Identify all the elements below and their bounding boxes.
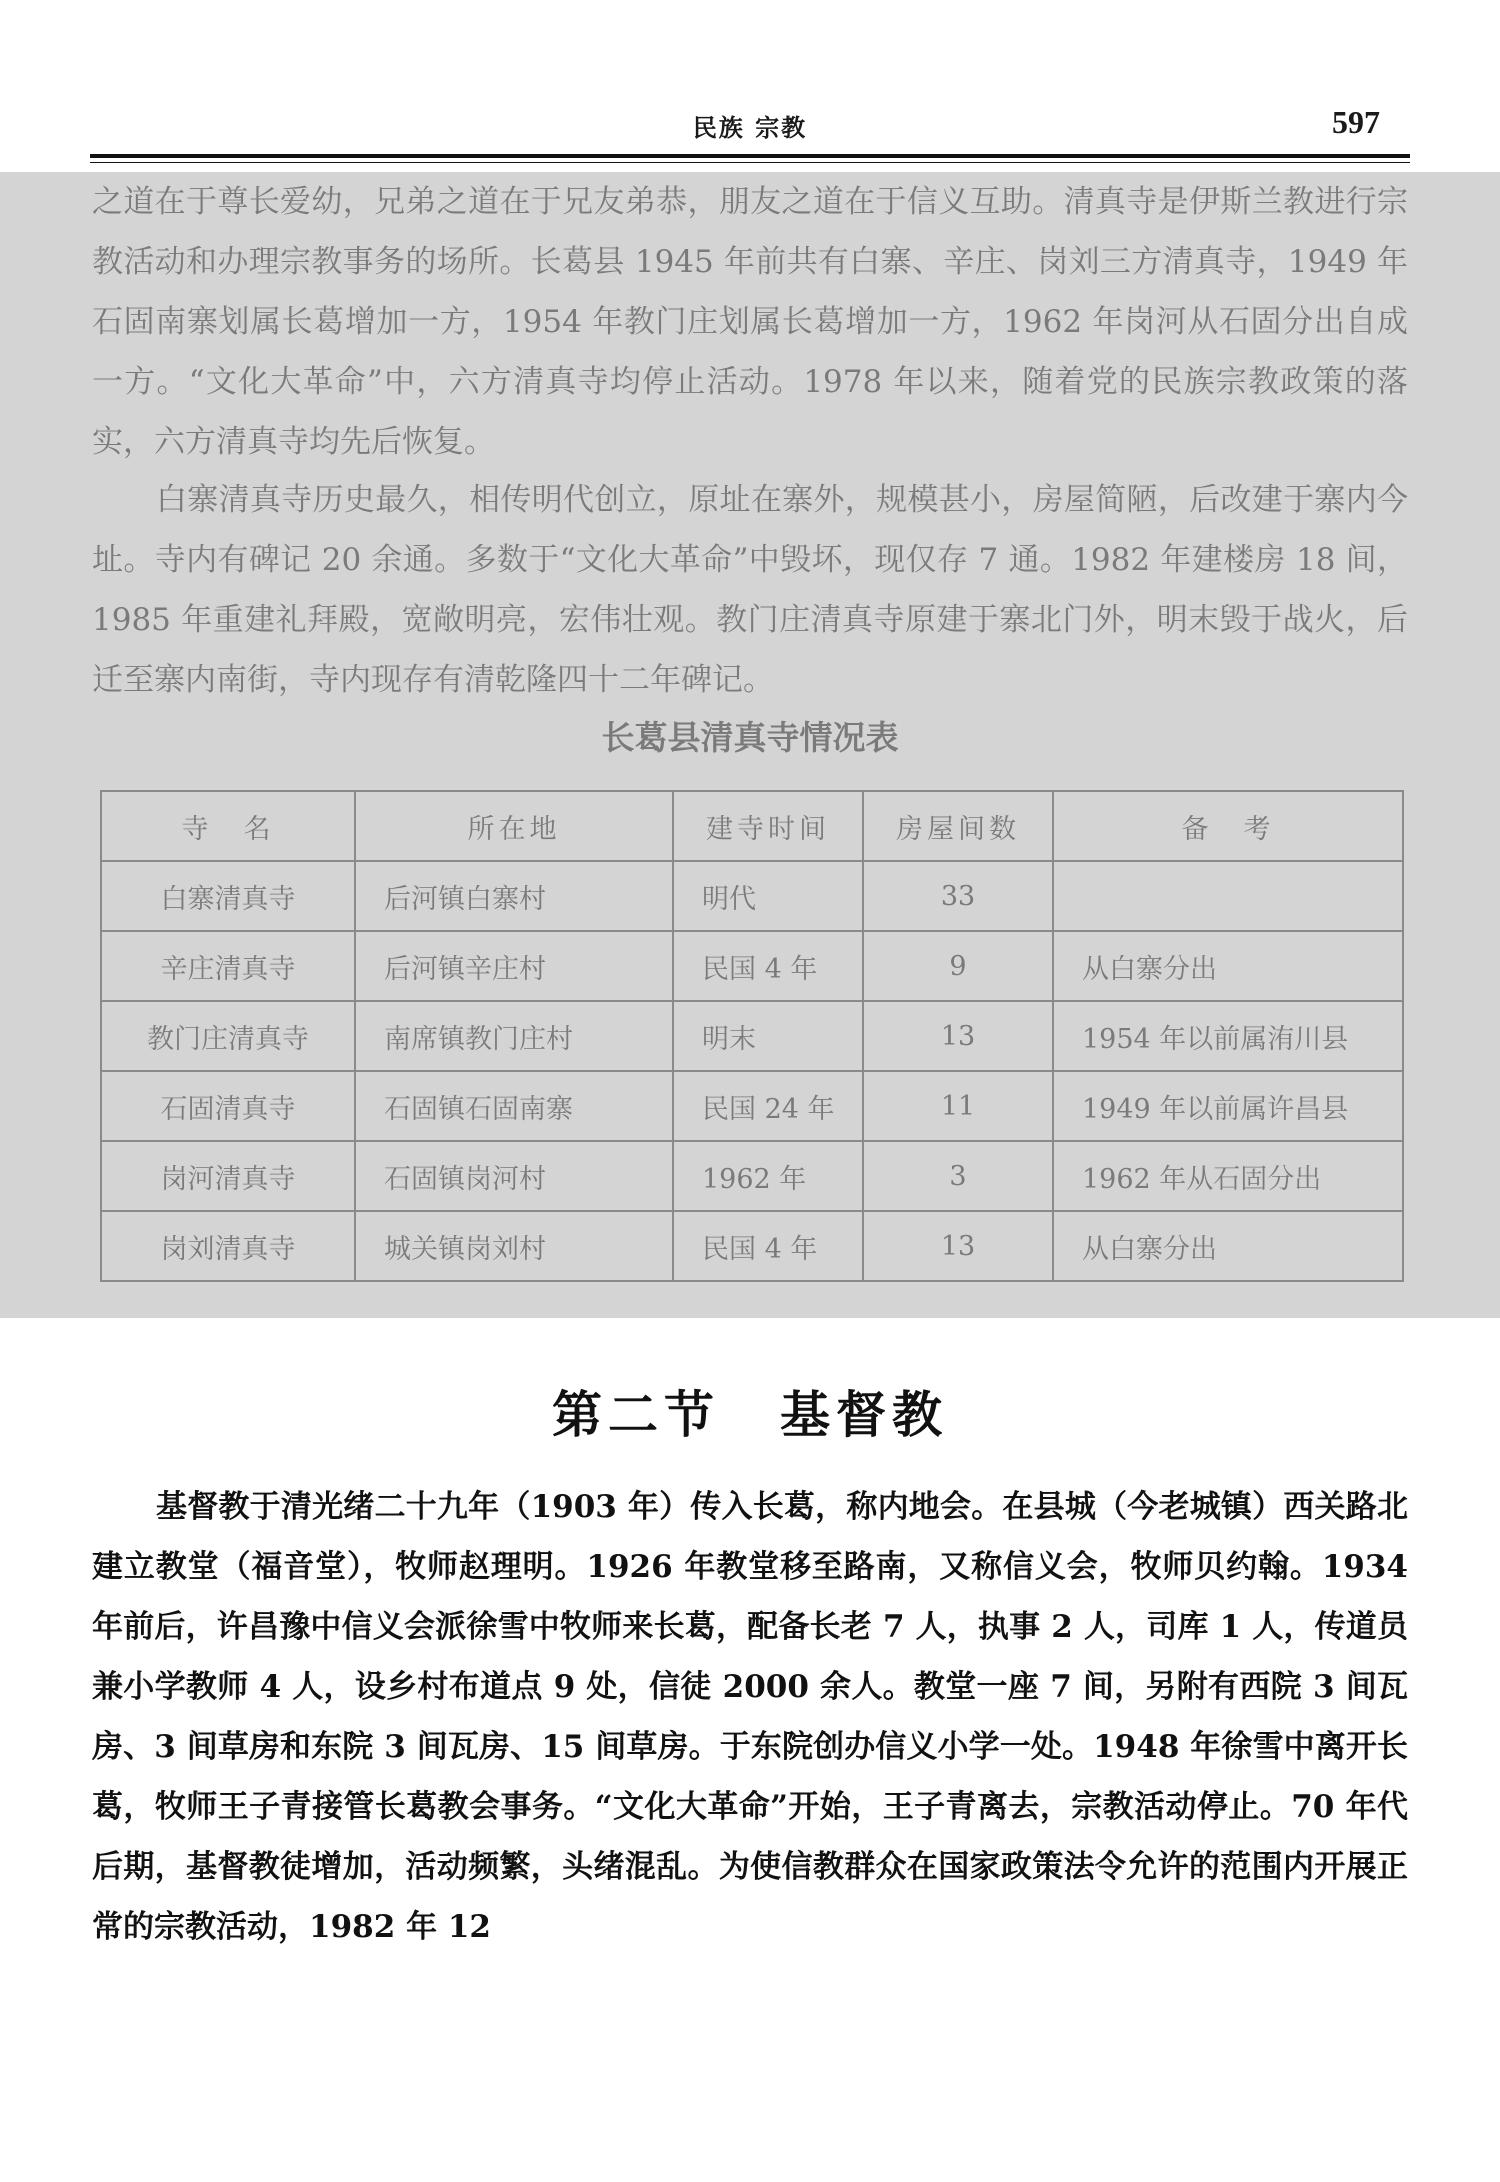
cell-mosque-name: 岗刘清真寺: [101, 1211, 355, 1281]
column-header: 房屋间数: [863, 791, 1053, 861]
cell-mosque-name: 教门庄清真寺: [101, 1001, 355, 1071]
column-header: 备 考: [1053, 791, 1403, 861]
header-rule-thick: [90, 154, 1410, 158]
cell-mosque-name: 白寨清真寺: [101, 861, 355, 931]
cell-location: 石固镇石固南寨: [355, 1071, 673, 1141]
cell-remarks: 1949 年以前属许昌县: [1053, 1071, 1403, 1141]
page-number: 597: [1332, 104, 1380, 140]
table-row: [101, 931, 1403, 1001]
cell-founded: 1962 年: [673, 1141, 863, 1211]
header-rule-thin: [90, 162, 1410, 163]
cell-mosque-name: 岗河清真寺: [101, 1141, 355, 1211]
cell-remarks: 1954 年以前属洧川县: [1053, 1001, 1403, 1071]
cell-rooms: 13: [863, 1001, 1053, 1071]
table-header-row: [101, 791, 1403, 861]
cell-location: 城关镇岗刘村: [355, 1211, 673, 1281]
table-row: [101, 1141, 1403, 1211]
cell-location: 后河镇辛庄村: [355, 931, 673, 1001]
column-header: 建寺时间: [673, 791, 863, 861]
table-row: [101, 1001, 1403, 1071]
cell-rooms: 3: [863, 1141, 1053, 1211]
cell-mosque-name: 辛庄清真寺: [101, 931, 355, 1001]
paragraph-baizhai-mosque: 白寨清真寺历史最久，相传明代创立，原址在寨外，规模甚小，房屋简陋，后改建于寨内今址。寺内有碑记 20 余通。多数于“文化大革命”中毁坏，现仅存 7 通。1982 年建楼房 18 间，1985 年重建礼拜殿，宽敞明亮，宏伟壮观。教门庄清真寺原建于寨北门外，明末毁于战火，后迁至寨内南街，寺内现存有清乾隆四十二年碑记。: [92, 482, 1408, 698]
page-header: [90, 100, 1410, 146]
cell-rooms: 9: [863, 931, 1053, 1001]
cell-remarks: 1962 年从石固分出: [1053, 1141, 1403, 1211]
cell-rooms: 13: [863, 1211, 1053, 1281]
column-header: 寺 名: [101, 791, 355, 861]
section-name: 基督教: [780, 1385, 948, 1444]
cell-founded: 民国 4 年: [673, 1211, 863, 1281]
column-header: 所在地: [355, 791, 673, 861]
paragraph-mosques-intro: 之道在于尊长爱幼，兄弟之道在于兄友弟恭，朋友之道在于信义互助。清真寺是伊斯兰教进行宗教活动和办理宗教事务的场所。长葛县 1945 年前共有白寨、辛庄、岗刘三方清真寺，1949 年石固南寨划属长葛增加一方，1954 年教门庄划属长葛增加一方，1962 年岗河从石固分出自成一方。“文化大革命”中，六方清真寺均停止活动。1978 年以来，随着党的民族宗教政策的落实，六方清真寺均先后恢复。: [92, 184, 1408, 460]
section-heading: [0, 1375, 1500, 1447]
highlighted-region: [0, 172, 1500, 1318]
cell-remarks: 从白寨分出: [1053, 931, 1403, 1001]
cell-location: 南席镇教门庄村: [355, 1001, 673, 1071]
paragraph-christianity: 基督教于清光绪二十九年（1903 年）传入长葛，称内地会。在县城（今老城镇）西关路北建立教堂（福音堂），牧师赵理明。1926 年教堂移至路南，又称信义会，牧师贝约翰。1934 年前后，许昌豫中信义会派徐雪中牧师来长葛，配备长老 7 人，执事 2 人，司库 1 人，传道员兼小学教师 4 人，设乡村布道点 9 处，信徒 2000 余人。教堂一座 7 间，另附有西院 3 间瓦房、3 间草房和东院 3 间瓦房、15 间草房。于东院创办信义小学一处。1948 年徐雪中离开长葛，牧师王子青接管长葛教会事务。“文化大革命”开始，王子青离去，宗教活动停止。70 年代后期，基督教徒增加，活动频繁，头绪混乱。为使信教群众在国家政策法令允许的范围内开展正常的宗教活动，1982 年 12: [92, 1489, 1408, 1945]
cell-location: 后河镇白寨村: [355, 861, 673, 931]
table-title: 长葛县清真寺情况表: [601, 718, 899, 757]
cell-founded: 明代: [673, 861, 863, 931]
cell-remarks: 从白寨分出: [1053, 1211, 1403, 1281]
cell-location: 石固镇岗河村: [355, 1141, 673, 1211]
mosque-table: [100, 790, 1404, 1282]
table-row: [101, 1071, 1403, 1141]
cell-rooms: 33: [863, 861, 1053, 931]
running-head: 民族 宗教: [692, 113, 808, 142]
cell-remarks: [1053, 861, 1403, 931]
cell-mosque-name: 石固清真寺: [101, 1071, 355, 1141]
table-row: [101, 1211, 1403, 1281]
cell-rooms: 11: [863, 1071, 1053, 1141]
table-row: [101, 861, 1403, 931]
section-number: 第二节: [552, 1385, 720, 1444]
cell-founded: 明末: [673, 1001, 863, 1071]
cell-founded: 民国 4 年: [673, 931, 863, 1001]
cell-founded: 民国 24 年: [673, 1071, 863, 1141]
